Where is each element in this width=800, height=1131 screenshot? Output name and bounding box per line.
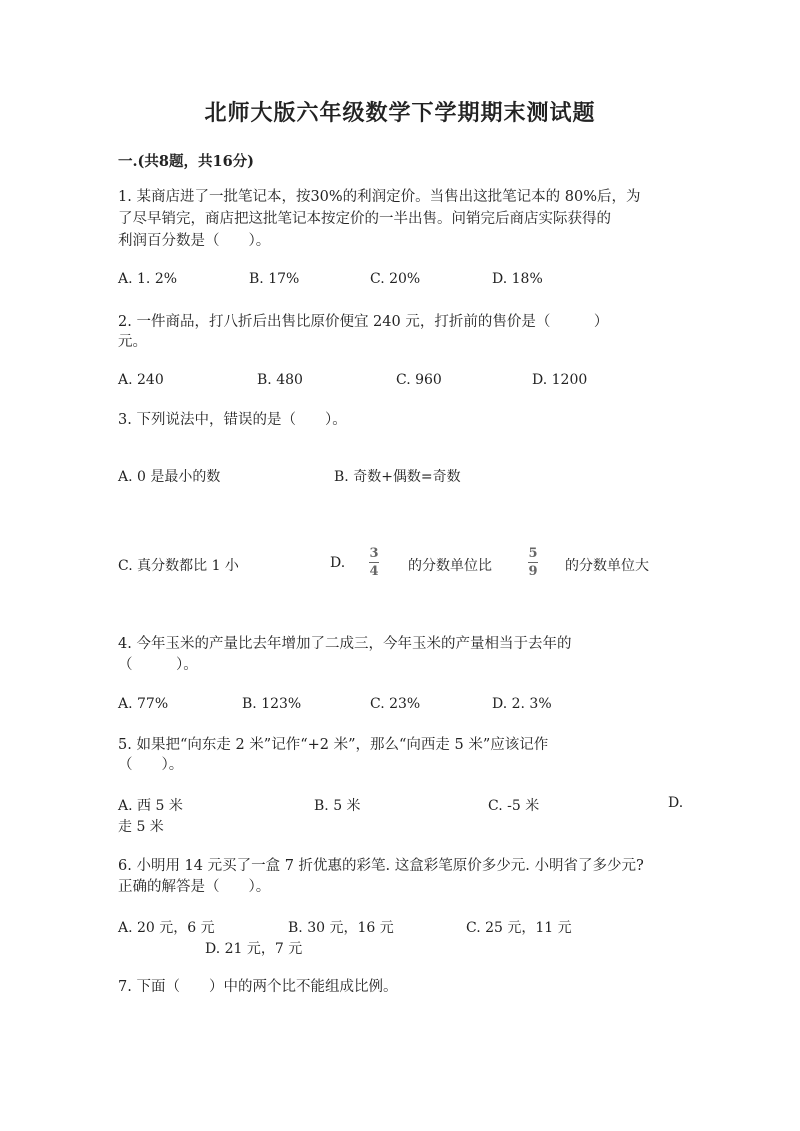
fraction-numerator: 3 [369,546,379,561]
q3-option-d-suffix: 的分数单位大 [565,558,649,574]
q2-option-b[interactable]: B. 480 [257,372,303,388]
q5-option-c[interactable]: C. -5 米 [488,798,540,814]
q3-option-d-mid: 的分数单位比 [408,558,492,574]
q3-option-c[interactable]: C. 真分数都比 1 小 [118,558,239,574]
q2-option-c[interactable]: C. 960 [396,372,442,388]
q7-text-line1: 7. 下面（ ）中的两个比不能组成比例。 [118,979,398,995]
q3-option-d-prefix: D. [330,555,346,571]
q2-option-a[interactable]: A. 240 [118,372,164,388]
q5-option-a[interactable]: A. 西 5 米 [118,798,183,814]
q1-option-a[interactable]: A. 1. 2% [118,271,178,287]
q6-option-c[interactable]: C. 25 元，11 元 [466,920,572,936]
q4-option-c[interactable]: C. 23% [370,696,421,712]
q5-option-d[interactable]: D. [668,795,684,811]
q5-text-line2: （ ）。 [118,757,184,773]
q2-text-line1: 2. 一件商品，打八折后出售比原价便宜 240 元，打折前的售价是（ ） [118,314,609,330]
q1-text-line1: 1. 某商店进了一批笔记本，按30%的利润定价。当售出这批笔记本的 80%后，为 [118,189,641,205]
fraction-numerator: 5 [528,546,538,561]
q6-option-a[interactable]: A. 20 元，6 元 [118,920,215,936]
fraction-3-4 [369,546,379,579]
q5-option-b[interactable]: B. 5 米 [314,798,361,814]
fraction-5-9 [528,546,538,579]
q5-text-line1: 5. 如果把“向东走 2 米”记作“+2 米”，那么“向西走 5 米”应该记作 [118,737,549,753]
q6-text-line2: 正确的解答是（ ）。 [118,879,271,895]
q4-option-b[interactable]: B. 123% [242,696,302,712]
page-title: 北师大版六年级数学下学期期末测试题 [204,100,596,126]
q3-option-b[interactable]: B. 奇数+偶数=奇数 [334,469,461,485]
q4-text-line1: 4. 今年玉米的产量比去年增加了二成三，今年玉米的产量相当于去年的 [118,636,572,652]
q1-option-c[interactable]: C. 20% [370,271,421,287]
q2-option-d[interactable]: D. 1200 [532,372,588,388]
q1-text-line2: 了尽早销完，商店把这批笔记本按定价的一半出售。问销完后商店实际获得的 [118,211,611,227]
fraction-denominator: 4 [369,564,379,579]
q6-option-b[interactable]: B. 30 元，16 元 [288,920,394,936]
fraction-bar [369,562,379,563]
q4-text-line2: （ ）。 [118,657,198,673]
q1-option-b[interactable]: B. 17% [249,271,300,287]
q6-option-d[interactable]: D. 21 元，7 元 [205,941,303,957]
q6-text-line1: 6. 小明用 14 元买了一盒 7 折优惠的彩笔. 这盒彩笔原价多少元. 小明省了多少元? [118,858,644,874]
q1-text-line3: 利润百分数是（ ）。 [118,233,271,249]
q3-text-line1: 3. 下列说法中，错误的是（ ）。 [118,412,347,428]
q4-option-d[interactable]: D. 2. 3% [492,696,552,712]
q5-option-d-continued: 走 5 米 [118,819,164,835]
fraction-bar [528,562,538,563]
q2-text-line2: 元。 [118,334,147,350]
q4-option-a[interactable]: A. 77% [118,696,169,712]
section-heading: 一.(共8题，共16分) [118,153,255,170]
fraction-denominator: 9 [528,564,538,579]
q1-option-d[interactable]: D. 18% [492,271,543,287]
q3-option-a[interactable]: A. 0 是最小的数 [118,469,221,485]
